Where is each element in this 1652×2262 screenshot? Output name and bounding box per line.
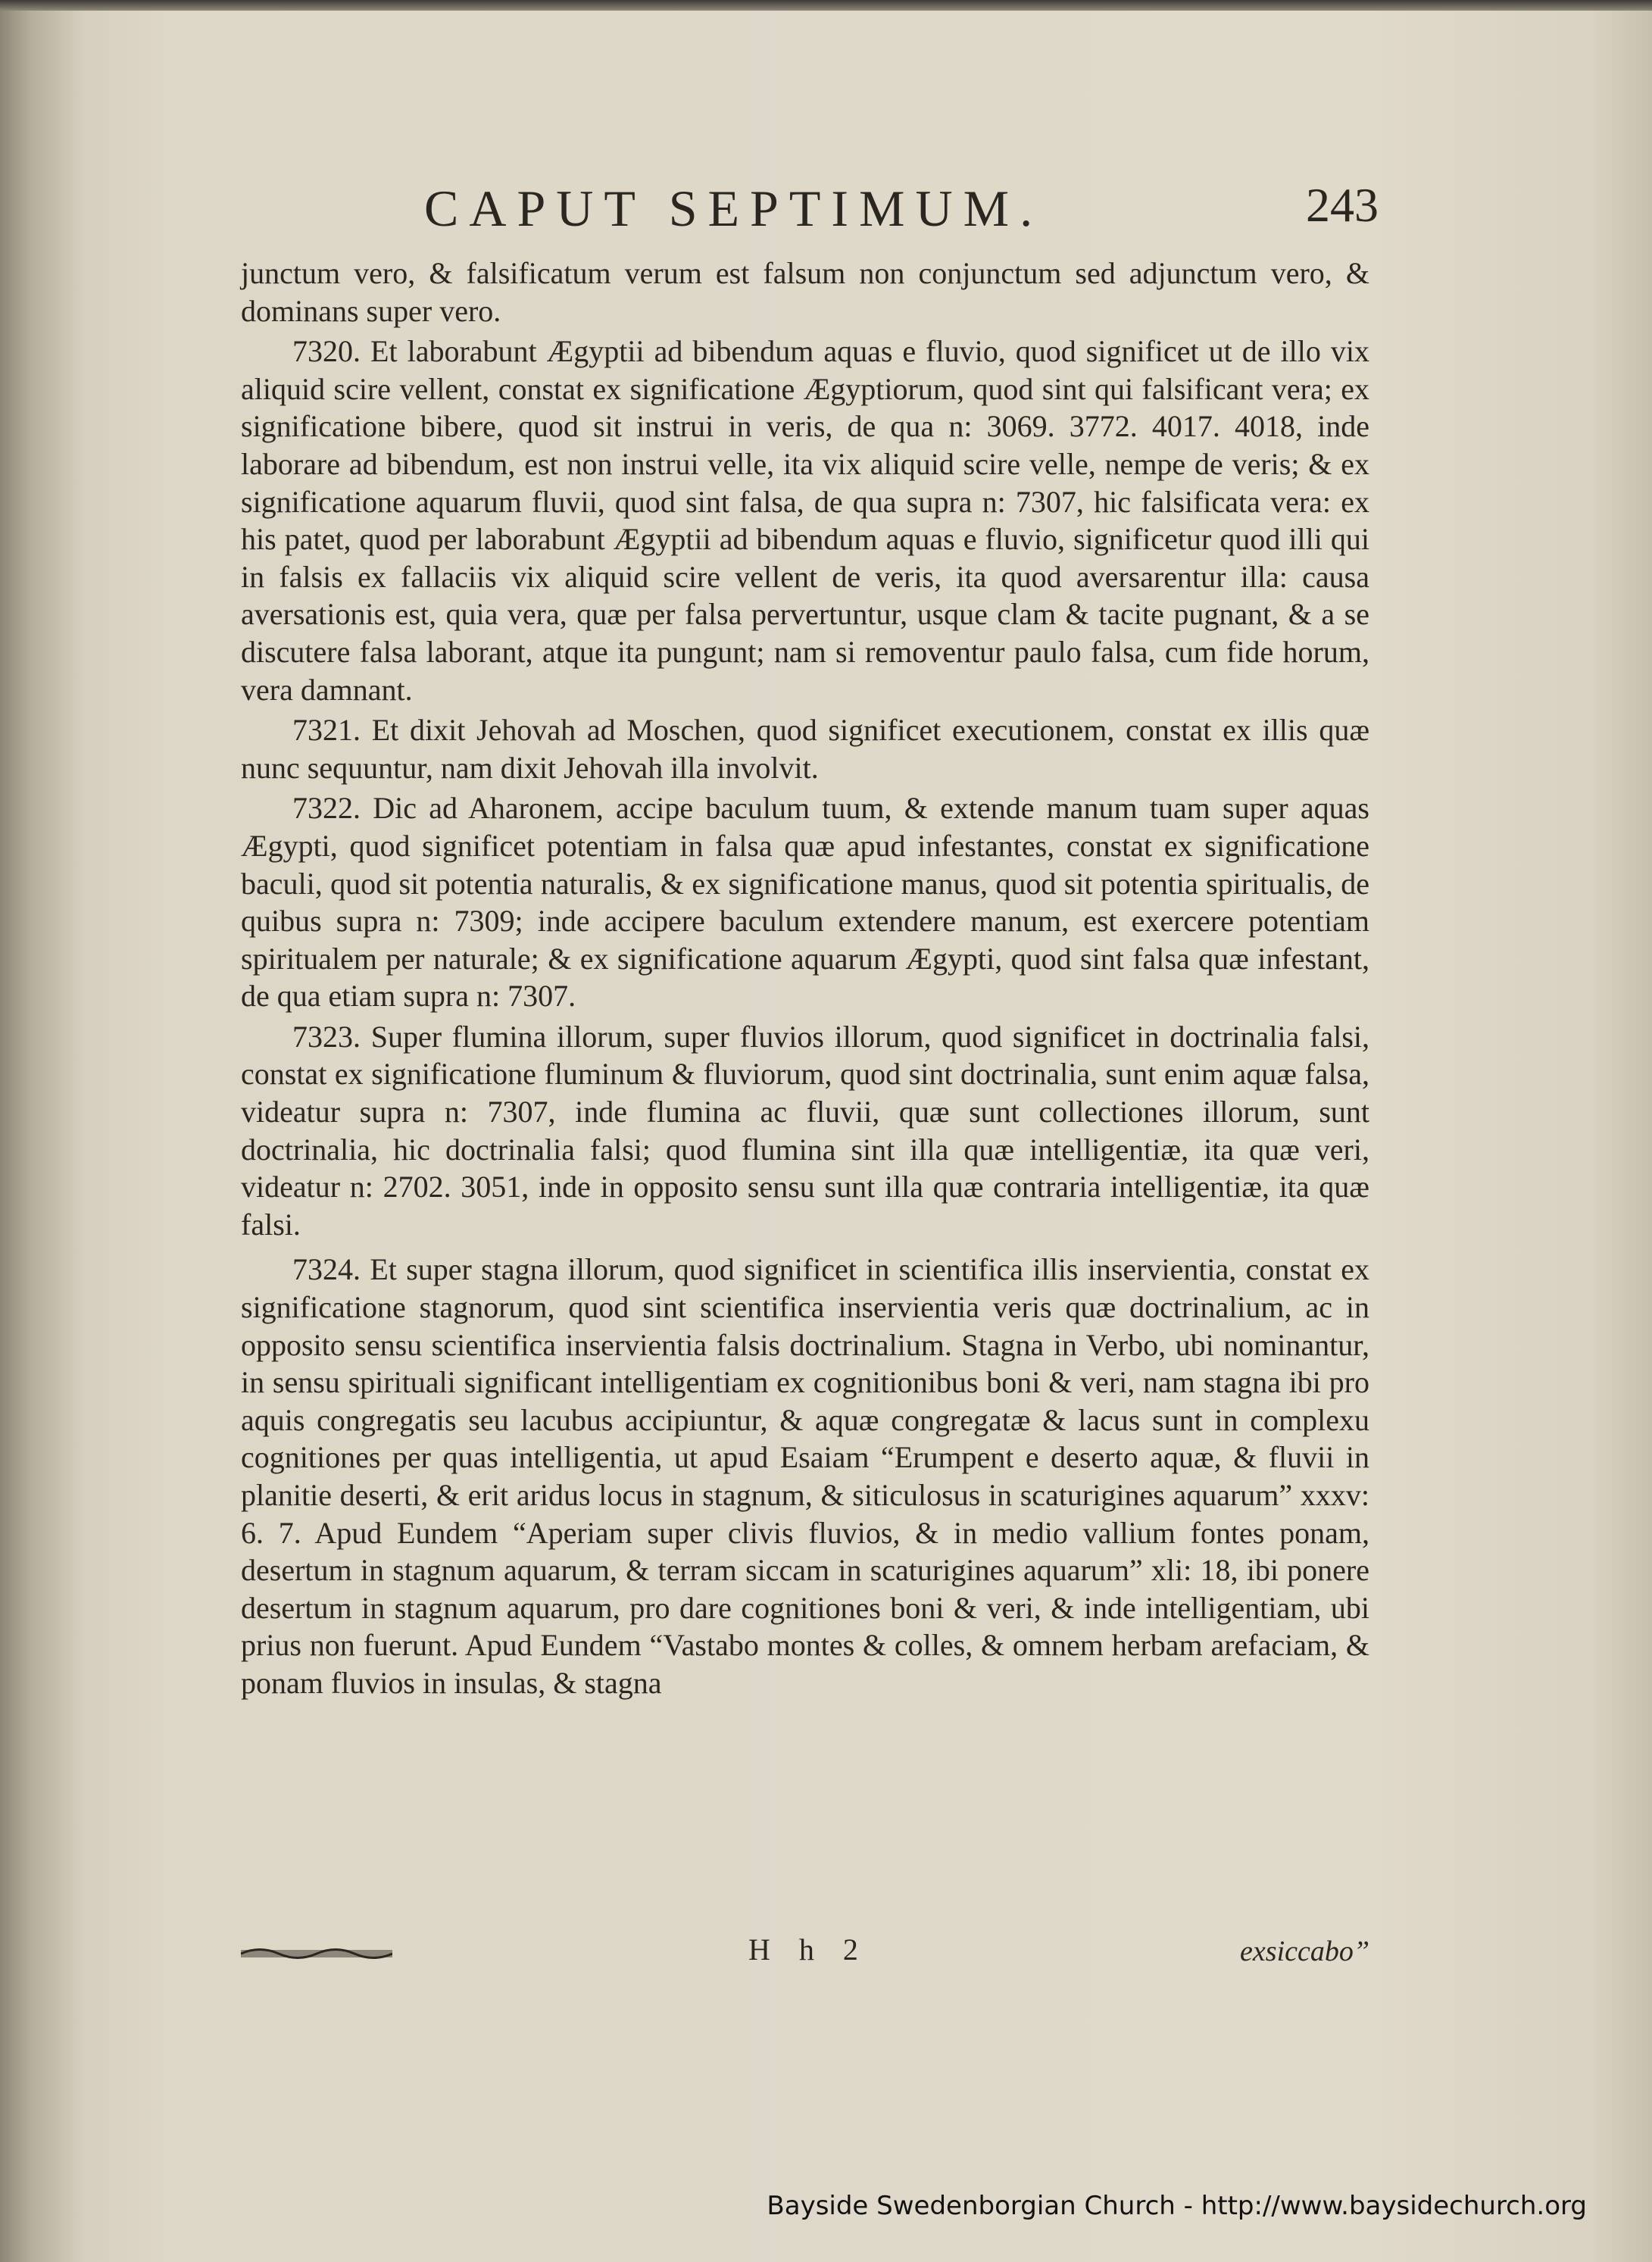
page-footer: [241, 1932, 1369, 1985]
paragraph-7321: 7321. Et dixit Jehovah ad Moschen, quod significet executionem, constat ex illis quæ nunc sequuntur, nam dixit Jehovah illa involvit.: [241, 713, 1369, 785]
paragraph-7320: 7320. Et laborabunt Ægyptii ad bibendum aquas e fluvio, quod significet ut de illo vix aliquid scire vellent, constat ex significatione Ægyptiorum, quod sint qui falsificant vera; ex significatione bibere, quod sit instrui in veris, de qua n: 3069. 3772. 4017. 4018, inde laborare ad bibendum, est non instrui velle, ita vix aliquid scire velle, nempe de veris; & ex significatione aquarum fluvii, quod sint falsa, de qua supra n: 7307, hic falsificata vera: ex his patet, quod per laborabunt Ægyptii ad bibendum aquas e fluvio, significetur quod illi qui in falsis ex fallaciis vix aliquid scire vellent de veris, ita quod aversarentur illa: causa aversationis est, quia vera, quæ per falsa pervertuntur, usque clam & tacite pugnant, & a se discutere falsa laborant, atque ita pungunt; nam si removentur paulo falsa, cum fide horum, vera damnant.: [241, 334, 1369, 707]
running-header: [424, 179, 1379, 247]
paragraph-7323: 7323. Super flumina illorum, super fluvios illorum, quod significet in doctrinalia falsi, constat ex significatione fluminum & fluviorum, quod sint doctrinalia, sunt enim aquæ falsa, videatur supra n: 7307, inde flumina ac fluvii, quæ sunt collectiones illorum, sunt doctrinalia, hic doctrinalia falsi; quod flumina sint illa quæ intelligentiæ, ita quæ veri, videatur n: 2702. 3051, inde in opposito sensu sunt illa quæ contraria intelligentiæ, ita quæ falsi.: [241, 1019, 1369, 1242]
watermark-text: Bayside Swedenborgian Church - http://www.baysidechurch.org: [767, 2191, 1587, 2221]
paragraph-7324: 7324. Et super stagna illorum, quod significet in scientifica illis inservientia, constat ex significatione stagnorum, quod sint scientifica inservientia veris quæ doctrinalium, ac in opposito sensu scientifica inservientia falsis doctrinalium. Stagna in Verbo, ubi nominantur, in sensu spirituali significant intelligentiam ex cognitionibus boni & veri, nam stagna ibi pro aquis congregatis seu lacubus accipiuntur, & aquæ congregatæ & lacus sunt in complexu cognitiones per quas intelligentia, ut apud Esaiam “Erumpent e deserto aquæ, & fluvii in planitie deserti, & erit aridus locus in stagnum, & siticulosus in scaturigines aquarum” xxxv: 6. 7. Apud Eundem “Aperiam super clivis fluvios, & in medio vallium fontes ponam, desertum in stagnum aquarum, & terram siccam in scaturigines aquarum” xli: 18, ibi ponere desertum in stagnum aquarum, pro dare cognitiones boni & veri, & inde intelligentiam, ubi prius non fuerunt. Apud Eundem “Vastabo montes & colles, & omnem herbam arefaciam, & ponam fluvios in insulas, & stagna: [241, 1252, 1369, 1700]
paragraph-continuation: junctum vero, & falsificatum verum est falsum non conjunctum sed adjunctum vero, & dominans super vero.: [241, 256, 1369, 328]
page-number: 243: [1306, 178, 1379, 232]
catchword: exsiccabo”: [1240, 1936, 1369, 1967]
body-text: [241, 255, 1369, 1702]
paragraph-7322: 7322. Dic ad Aharonem, accipe baculum tuum, & extende manum tuam super aquas Ægypti, quod significet potentiam in falsa quæ apud infestantes, constat ex significatione baculi, quod sit potentia naturalis, & ex significatione manus, quod sit potentia spiritualis, de quibus supra n: 7309; inde accipere baculum extendere manum, est exercere potentiam spiritualem per naturale; & ex significatione aquarum Ægypti, quod sint falsa quæ infestant, de qua etiam supra n: 7307.: [241, 791, 1369, 1014]
scan-edge: [0, 0, 1652, 11]
chapter-title: CAPUT SEPTIMUM.: [424, 180, 1044, 237]
signature-mark: H h 2: [748, 1932, 869, 1967]
ornament-icon: [241, 1944, 392, 1964]
